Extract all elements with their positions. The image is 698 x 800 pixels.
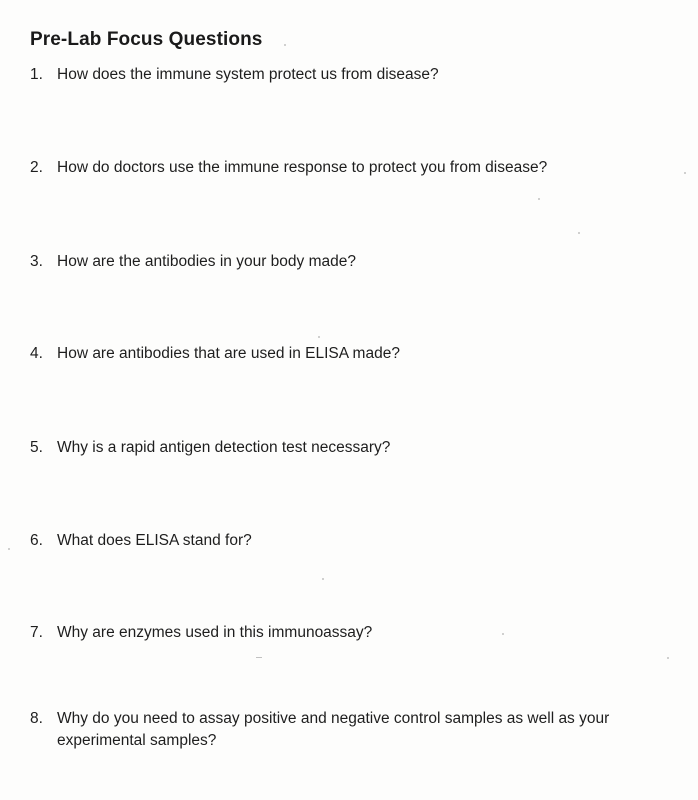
scan-speck [538, 198, 540, 200]
scan-speck [318, 336, 320, 338]
question-text: How do doctors use the immune response to protect you from disease? [57, 159, 548, 176]
question-6 [30, 530, 670, 552]
scan-speck [284, 44, 286, 46]
question-7 [30, 622, 670, 644]
question-3 [30, 251, 670, 273]
scan-speck [667, 657, 669, 659]
question-number: 6. [30, 532, 43, 549]
question-text: Why are enzymes used in this immunoassay? [57, 624, 373, 641]
question-text: What does ELISA stand for? [57, 532, 252, 549]
question-text: How does the immune system protect us from disease? [57, 66, 439, 83]
question-4 [30, 343, 670, 365]
question-number: 8. [30, 710, 43, 727]
question-number: 4. [30, 345, 43, 362]
question-8 [30, 708, 670, 752]
question-1 [30, 64, 670, 86]
question-number: 1. [30, 66, 43, 83]
question-text: How are the antibodies in your body made? [57, 253, 356, 270]
scan-speck [256, 657, 262, 658]
scan-speck [8, 548, 10, 550]
scan-speck [684, 172, 686, 174]
question-text: Why is a rapid antigen detection test necessary? [57, 439, 391, 456]
question-number: 7. [30, 624, 43, 641]
question-5 [30, 437, 670, 459]
scan-speck [578, 232, 580, 234]
scan-speck [502, 633, 504, 635]
question-text: Why do you need to assay positive and negative control samples as well as your experimental samples? [57, 710, 610, 749]
question-2 [30, 157, 670, 179]
page-title: Pre-Lab Focus Questions [30, 29, 263, 50]
question-number: 5. [30, 439, 43, 456]
question-number: 3. [30, 253, 43, 270]
question-text: How are antibodies that are used in ELISA made? [57, 345, 400, 362]
question-number: 2. [30, 159, 43, 176]
scan-speck [322, 578, 324, 580]
